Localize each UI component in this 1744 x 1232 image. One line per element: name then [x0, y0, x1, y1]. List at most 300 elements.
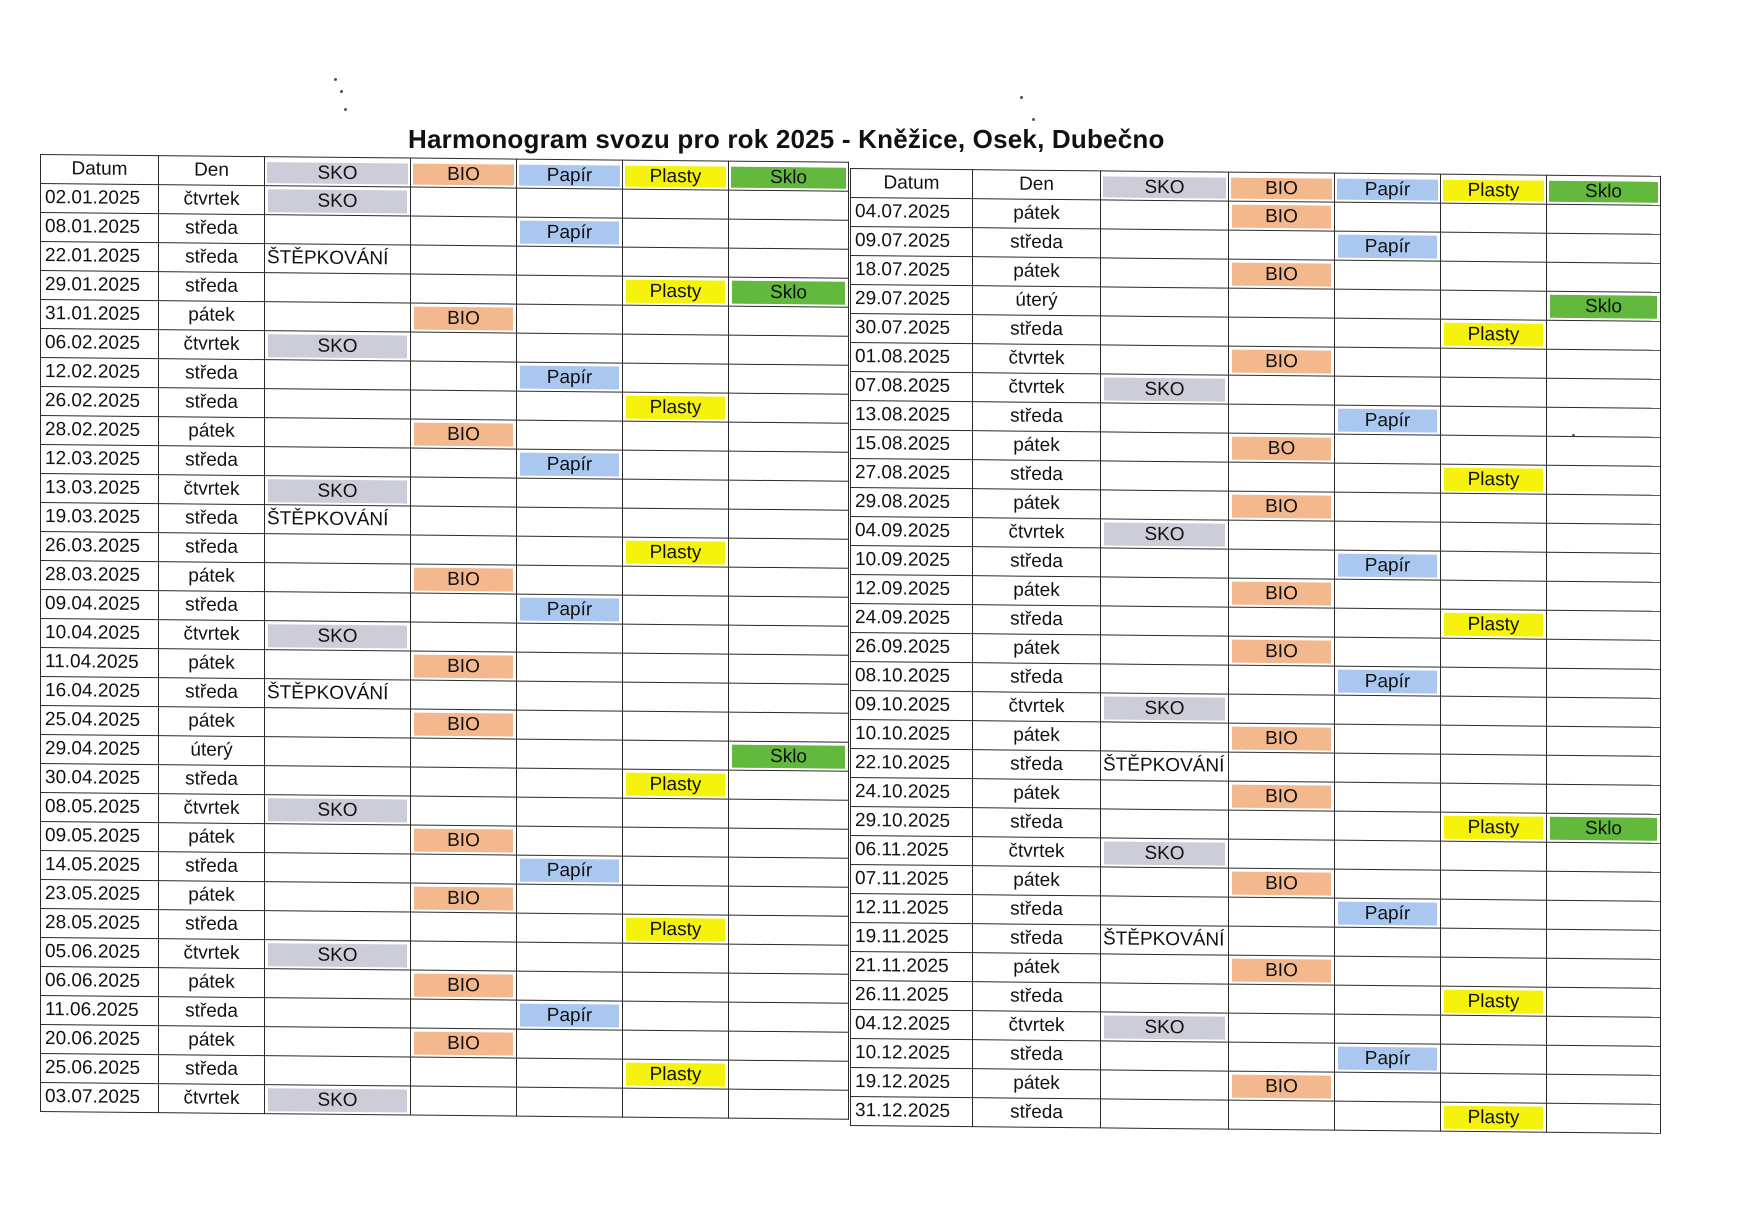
papir-cell	[1335, 608, 1441, 638]
sko-cell	[265, 853, 411, 883]
bio-cell	[1229, 549, 1335, 579]
sko-cell	[1101, 867, 1229, 897]
day-cell: středa	[159, 214, 265, 244]
sklo-cell	[729, 335, 849, 365]
date-cell: 22.10.2025	[851, 749, 973, 779]
day-cell: středa	[159, 765, 265, 795]
day-cell: čtvrtek	[973, 837, 1101, 867]
day-cell: středa	[973, 808, 1101, 838]
schedule-body-left	[41, 184, 849, 1120]
sko-cell	[1101, 1099, 1229, 1129]
bio-cell	[411, 970, 517, 1000]
sklo-cell	[1547, 726, 1661, 756]
bio-cell	[411, 477, 517, 507]
papir-cell	[517, 507, 623, 537]
plasty-cell	[1441, 783, 1547, 813]
papir-cell	[1335, 202, 1441, 232]
sklo-pickup-chip: Sklo	[1550, 294, 1657, 318]
date-cell: 07.08.2025	[851, 372, 973, 402]
date-cell: 12.03.2025	[41, 445, 159, 475]
sklo-cell	[1547, 697, 1661, 727]
plasty-cell	[623, 189, 729, 219]
day-cell: středa	[973, 547, 1101, 577]
papir-cell	[517, 594, 623, 624]
bio-cell	[1229, 317, 1335, 347]
header-chip-bio: BIO	[1231, 177, 1332, 199]
bio-cell	[1229, 491, 1335, 521]
sko-cell	[1101, 403, 1229, 433]
header-chip-sko: SKO	[267, 162, 408, 184]
bio-cell	[1229, 201, 1335, 231]
sklo-cell	[1547, 813, 1661, 843]
sko-cell	[265, 273, 411, 303]
sklo-cell	[1547, 320, 1661, 350]
papir-cell	[517, 855, 623, 885]
sko-cell	[1101, 374, 1229, 404]
sko-pickup-chip: SKO	[1104, 696, 1225, 720]
plasty-cell	[1441, 928, 1547, 958]
papir-cell	[1335, 695, 1441, 725]
papir-cell	[517, 710, 623, 740]
sklo-cell	[1547, 291, 1661, 321]
papir-pickup-chip: Papír	[1338, 901, 1437, 925]
sko-cell	[1101, 780, 1229, 810]
papir-pickup-chip: Papír	[520, 220, 619, 244]
sko-cell	[1101, 519, 1229, 549]
plasty-cell	[623, 972, 729, 1002]
day-cell: pátek	[973, 431, 1101, 461]
papir-cell	[517, 797, 623, 827]
bio-cell	[411, 796, 517, 826]
day-cell: středa	[973, 1098, 1101, 1128]
scan-speck	[344, 108, 347, 111]
day-cell: pátek	[159, 649, 265, 679]
sko-cell	[265, 215, 411, 245]
plasty-pickup-chip: Plasty	[626, 1062, 725, 1086]
papir-cell	[517, 420, 623, 450]
bio-cell	[411, 216, 517, 246]
sko-cell	[1101, 316, 1229, 346]
papir-cell	[1335, 637, 1441, 667]
sko-cell	[265, 447, 411, 477]
papir-pickup-chip: Papír	[520, 365, 619, 389]
bio-pickup-chip: BIO	[1232, 204, 1331, 228]
papir-cell	[1335, 492, 1441, 522]
sko-pickup-chip: SKO	[1104, 841, 1225, 865]
bio-cell	[1229, 694, 1335, 724]
sko-cell	[265, 679, 411, 709]
plasty-cell	[623, 392, 729, 422]
date-cell: 22.01.2025	[41, 242, 159, 272]
plasty-cell	[1441, 290, 1547, 320]
date-cell: 09.04.2025	[41, 590, 159, 620]
papir-cell	[517, 391, 623, 421]
bio-cell	[411, 680, 517, 710]
day-cell: středa	[159, 388, 265, 418]
plasty-cell	[623, 885, 729, 915]
date-cell: 15.08.2025	[851, 430, 973, 460]
col-header-datum: Datum	[41, 155, 159, 185]
papir-cell	[1335, 898, 1441, 928]
sklo-cell	[729, 1060, 849, 1090]
sklo-cell	[1547, 842, 1661, 872]
sklo-cell	[729, 770, 849, 800]
chipping-label: ŠTĚPKOVÁNÍ	[267, 682, 389, 705]
sklo-cell	[1547, 378, 1661, 408]
papir-cell	[517, 942, 623, 972]
plasty-cell	[623, 711, 729, 741]
scan-speck	[334, 78, 337, 81]
bio-pickup-chip: BIO	[1232, 726, 1331, 750]
sklo-cell	[729, 277, 849, 307]
bio-cell	[411, 1057, 517, 1087]
date-cell: 02.01.2025	[41, 184, 159, 214]
date-cell: 09.05.2025	[41, 822, 159, 852]
plasty-cell	[1441, 1073, 1547, 1103]
sklo-pickup-chip: Sklo	[732, 744, 845, 768]
plasty-pickup-chip: Plasty	[1444, 815, 1543, 839]
bio-cell	[1229, 1013, 1335, 1043]
day-cell: pátek	[159, 823, 265, 853]
bio-cell	[1229, 839, 1335, 869]
bio-cell	[1229, 984, 1335, 1014]
date-cell: 13.08.2025	[851, 401, 973, 431]
papir-pickup-chip: Papír	[1338, 234, 1437, 258]
sko-cell	[265, 824, 411, 854]
sklo-cell	[1547, 581, 1661, 611]
sklo-pickup-chip: Sklo	[732, 280, 845, 304]
papir-cell	[1335, 289, 1441, 319]
plasty-cell	[1441, 870, 1547, 900]
sko-cell	[265, 940, 411, 970]
sko-cell	[265, 708, 411, 738]
bio-cell	[1229, 375, 1335, 405]
sko-cell	[265, 563, 411, 593]
date-cell: 26.11.2025	[851, 981, 973, 1011]
sko-pickup-chip: SKO	[268, 1088, 407, 1112]
sklo-cell	[1547, 1103, 1661, 1133]
day-cell: středa	[159, 272, 265, 302]
papir-cell	[1335, 985, 1441, 1015]
date-cell: 19.11.2025	[851, 923, 973, 953]
sklo-cell	[729, 857, 849, 887]
schedule-table-left	[40, 154, 849, 1120]
date-cell: 04.12.2025	[851, 1010, 973, 1040]
bio-cell	[1229, 955, 1335, 985]
sklo-cell	[729, 828, 849, 858]
sko-cell	[1101, 1070, 1229, 1100]
sklo-cell	[729, 1031, 849, 1061]
date-cell: 06.06.2025	[41, 967, 159, 997]
date-cell: 06.11.2025	[851, 836, 973, 866]
plasty-cell	[1441, 580, 1547, 610]
date-cell: 08.01.2025	[41, 213, 159, 243]
sklo-cell	[1547, 755, 1661, 785]
sklo-cell	[1547, 233, 1661, 263]
plasty-cell	[623, 682, 729, 712]
day-cell: středa	[973, 663, 1101, 693]
plasty-pickup-chip: Plasty	[626, 395, 725, 419]
bio-cell	[1229, 259, 1335, 289]
sklo-cell	[729, 480, 849, 510]
plasty-cell	[623, 218, 729, 248]
sklo-cell	[729, 683, 849, 713]
sklo-cell	[1547, 204, 1661, 234]
plasty-cell	[1441, 986, 1547, 1016]
plasty-cell	[1441, 841, 1547, 871]
bio-pickup-chip: BIO	[1232, 494, 1331, 518]
bio-cell	[1229, 926, 1335, 956]
papir-cell	[1335, 434, 1441, 464]
day-cell: středa	[973, 750, 1101, 780]
sklo-cell	[1547, 436, 1661, 466]
day-cell: pátek	[973, 866, 1101, 896]
date-cell: 18.07.2025	[851, 256, 973, 286]
sklo-cell	[729, 1002, 849, 1032]
sklo-cell	[729, 190, 849, 220]
sko-cell	[265, 795, 411, 825]
bio-cell	[411, 941, 517, 971]
bio-cell	[411, 390, 517, 420]
header-chip-bio: BIO	[413, 163, 514, 185]
sko-cell	[1101, 751, 1229, 781]
bio-cell	[1229, 781, 1335, 811]
col-header-den: Den	[159, 156, 265, 186]
plasty-cell	[623, 334, 729, 364]
plasty-cell	[623, 943, 729, 973]
date-cell: 05.06.2025	[41, 938, 159, 968]
plasty-pickup-chip: Plasty	[626, 279, 725, 303]
bio-pickup-chip: BIO	[414, 973, 513, 997]
bio-cell	[1229, 1071, 1335, 1101]
day-cell: středa	[973, 924, 1101, 954]
sko-cell	[1101, 258, 1229, 288]
plasty-cell	[1441, 957, 1547, 987]
sko-cell	[1101, 954, 1229, 984]
bio-cell	[411, 825, 517, 855]
day-cell: středa	[973, 228, 1101, 258]
col-header-papir	[1335, 173, 1441, 203]
plasty-cell	[623, 479, 729, 509]
sko-pickup-chip: SKO	[1104, 377, 1225, 401]
papir-cell	[1335, 405, 1441, 435]
chipping-label: ŠTĚPKOVÁNÍ	[1103, 928, 1225, 951]
bio-cell	[411, 274, 517, 304]
date-cell: 09.10.2025	[851, 691, 973, 721]
date-cell: 29.08.2025	[851, 488, 973, 518]
papir-cell	[517, 652, 623, 682]
plasty-pickup-chip: Plasty	[626, 540, 725, 564]
header-chip-sklo: Sklo	[731, 166, 846, 188]
sklo-cell	[1547, 610, 1661, 640]
day-cell: pátek	[973, 779, 1101, 809]
bio-pickup-chip: BIO	[414, 828, 513, 852]
plasty-cell	[623, 856, 729, 886]
papir-cell	[517, 971, 623, 1001]
papir-cell	[1335, 1101, 1441, 1131]
papir-cell	[517, 188, 623, 218]
papir-pickup-chip: Papír	[520, 597, 619, 621]
bio-cell	[1229, 1100, 1335, 1130]
bio-cell	[1229, 288, 1335, 318]
plasty-cell	[623, 421, 729, 451]
bio-cell	[1229, 723, 1335, 753]
plasty-cell	[623, 305, 729, 335]
sko-cell	[1101, 925, 1229, 955]
day-cell: středa	[973, 315, 1101, 345]
plasty-cell	[1441, 464, 1547, 494]
papir-cell	[517, 536, 623, 566]
header-chip-papir: Papír	[519, 164, 620, 186]
sko-cell	[265, 998, 411, 1028]
papir-cell	[517, 884, 623, 914]
bio-cell	[1229, 230, 1335, 260]
plasty-pickup-chip: Plasty	[1444, 612, 1543, 636]
sko-cell	[265, 650, 411, 680]
day-cell: čtvrtek	[159, 330, 265, 360]
chipping-label: ŠTĚPKOVÁNÍ	[267, 508, 389, 531]
day-cell: čtvrtek	[973, 692, 1101, 722]
sko-cell	[265, 505, 411, 535]
papir-cell	[1335, 1072, 1441, 1102]
day-cell: středa	[159, 504, 265, 534]
date-cell: 10.10.2025	[851, 720, 973, 750]
sklo-cell	[729, 567, 849, 597]
day-cell: pátek	[159, 1026, 265, 1056]
day-cell: pátek	[159, 968, 265, 998]
bio-cell	[411, 332, 517, 362]
date-cell: 11.06.2025	[41, 996, 159, 1026]
bio-cell	[1229, 520, 1335, 550]
sko-cell	[1101, 490, 1229, 520]
day-cell: středa	[159, 852, 265, 882]
date-cell: 08.10.2025	[851, 662, 973, 692]
sklo-cell	[729, 741, 849, 771]
bio-pickup-chip: BO	[1232, 436, 1331, 460]
sklo-cell	[729, 393, 849, 423]
plasty-cell	[623, 566, 729, 596]
sklo-cell	[1547, 1016, 1661, 1046]
bio-cell	[1229, 897, 1335, 927]
bio-cell	[411, 564, 517, 594]
bio-cell	[411, 361, 517, 391]
sko-pickup-chip: SKO	[268, 798, 407, 822]
day-cell: středa	[159, 446, 265, 476]
sko-cell	[1101, 287, 1229, 317]
bio-cell	[411, 709, 517, 739]
papir-cell	[517, 1029, 623, 1059]
sko-cell	[265, 186, 411, 216]
sko-cell	[1101, 664, 1229, 694]
schedule-table-right	[850, 168, 1661, 1134]
date-cell: 30.04.2025	[41, 764, 159, 794]
date-cell: 14.05.2025	[41, 851, 159, 881]
scan-speck	[1020, 96, 1023, 99]
sklo-cell	[729, 248, 849, 278]
date-cell: 19.03.2025	[41, 503, 159, 533]
plasty-cell	[623, 276, 729, 306]
day-cell: čtvrtek	[159, 185, 265, 215]
bio-cell	[411, 187, 517, 217]
sko-cell	[265, 737, 411, 767]
papir-cell	[517, 681, 623, 711]
plasty-cell	[623, 798, 729, 828]
papir-cell	[517, 478, 623, 508]
col-header-datum: Datum	[851, 169, 973, 199]
bio-pickup-chip: BIO	[414, 712, 513, 736]
sklo-cell	[1547, 958, 1661, 988]
day-cell: pátek	[973, 489, 1101, 519]
papir-cell	[517, 217, 623, 247]
scan-speck	[1032, 118, 1035, 121]
bio-cell	[1229, 636, 1335, 666]
papir-cell	[517, 304, 623, 334]
bio-pickup-chip: BIO	[1232, 958, 1331, 982]
day-cell: čtvrtek	[159, 794, 265, 824]
date-cell: 30.07.2025	[851, 314, 973, 344]
bio-pickup-chip: BIO	[414, 886, 513, 910]
col-header-bio	[1229, 172, 1335, 202]
sklo-cell	[1547, 784, 1661, 814]
scan-speck	[340, 90, 343, 93]
sklo-cell	[1547, 523, 1661, 553]
plasty-pickup-chip: Plasty	[1444, 322, 1543, 346]
bio-pickup-chip: BIO	[414, 654, 513, 678]
day-cell: pátek	[159, 881, 265, 911]
sklo-cell	[729, 625, 849, 655]
sko-pickup-chip: SKO	[268, 334, 407, 358]
date-cell: 26.09.2025	[851, 633, 973, 663]
plasty-pickup-chip: Plasty	[1444, 467, 1543, 491]
date-cell: 24.09.2025	[851, 604, 973, 634]
bio-cell	[1229, 578, 1335, 608]
date-cell: 19.12.2025	[851, 1068, 973, 1098]
bio-cell	[411, 854, 517, 884]
plasty-cell	[1441, 1102, 1547, 1132]
papir-cell	[517, 449, 623, 479]
papir-pickup-chip: Papír	[520, 1003, 619, 1027]
date-cell: 26.03.2025	[41, 532, 159, 562]
bio-cell	[411, 999, 517, 1029]
col-header-sko	[1101, 171, 1229, 201]
col-header-bio	[411, 158, 517, 188]
date-cell: 09.07.2025	[851, 227, 973, 257]
sklo-cell	[1547, 552, 1661, 582]
papir-cell	[1335, 753, 1441, 783]
sko-cell	[1101, 1012, 1229, 1042]
papir-cell	[1335, 1043, 1441, 1073]
papir-cell	[1335, 463, 1441, 493]
papir-pickup-chip: Papír	[520, 452, 619, 476]
day-cell: čtvrtek	[973, 373, 1101, 403]
papir-pickup-chip: Papír	[520, 858, 619, 882]
plasty-cell	[1441, 319, 1547, 349]
col-header-plasty	[1441, 174, 1547, 204]
date-cell: 31.01.2025	[41, 300, 159, 330]
col-header-papir	[517, 159, 623, 189]
plasty-cell	[1441, 261, 1547, 291]
header-chip-plasty: Plasty	[1443, 179, 1544, 201]
sko-cell	[265, 1056, 411, 1086]
bio-cell	[411, 738, 517, 768]
papir-pickup-chip: Papír	[1338, 408, 1437, 432]
papir-cell	[517, 913, 623, 943]
plasty-cell	[623, 363, 729, 393]
sklo-cell	[1547, 1045, 1661, 1075]
date-cell: 20.06.2025	[41, 1025, 159, 1055]
sklo-cell	[729, 915, 849, 945]
sko-cell	[265, 969, 411, 999]
